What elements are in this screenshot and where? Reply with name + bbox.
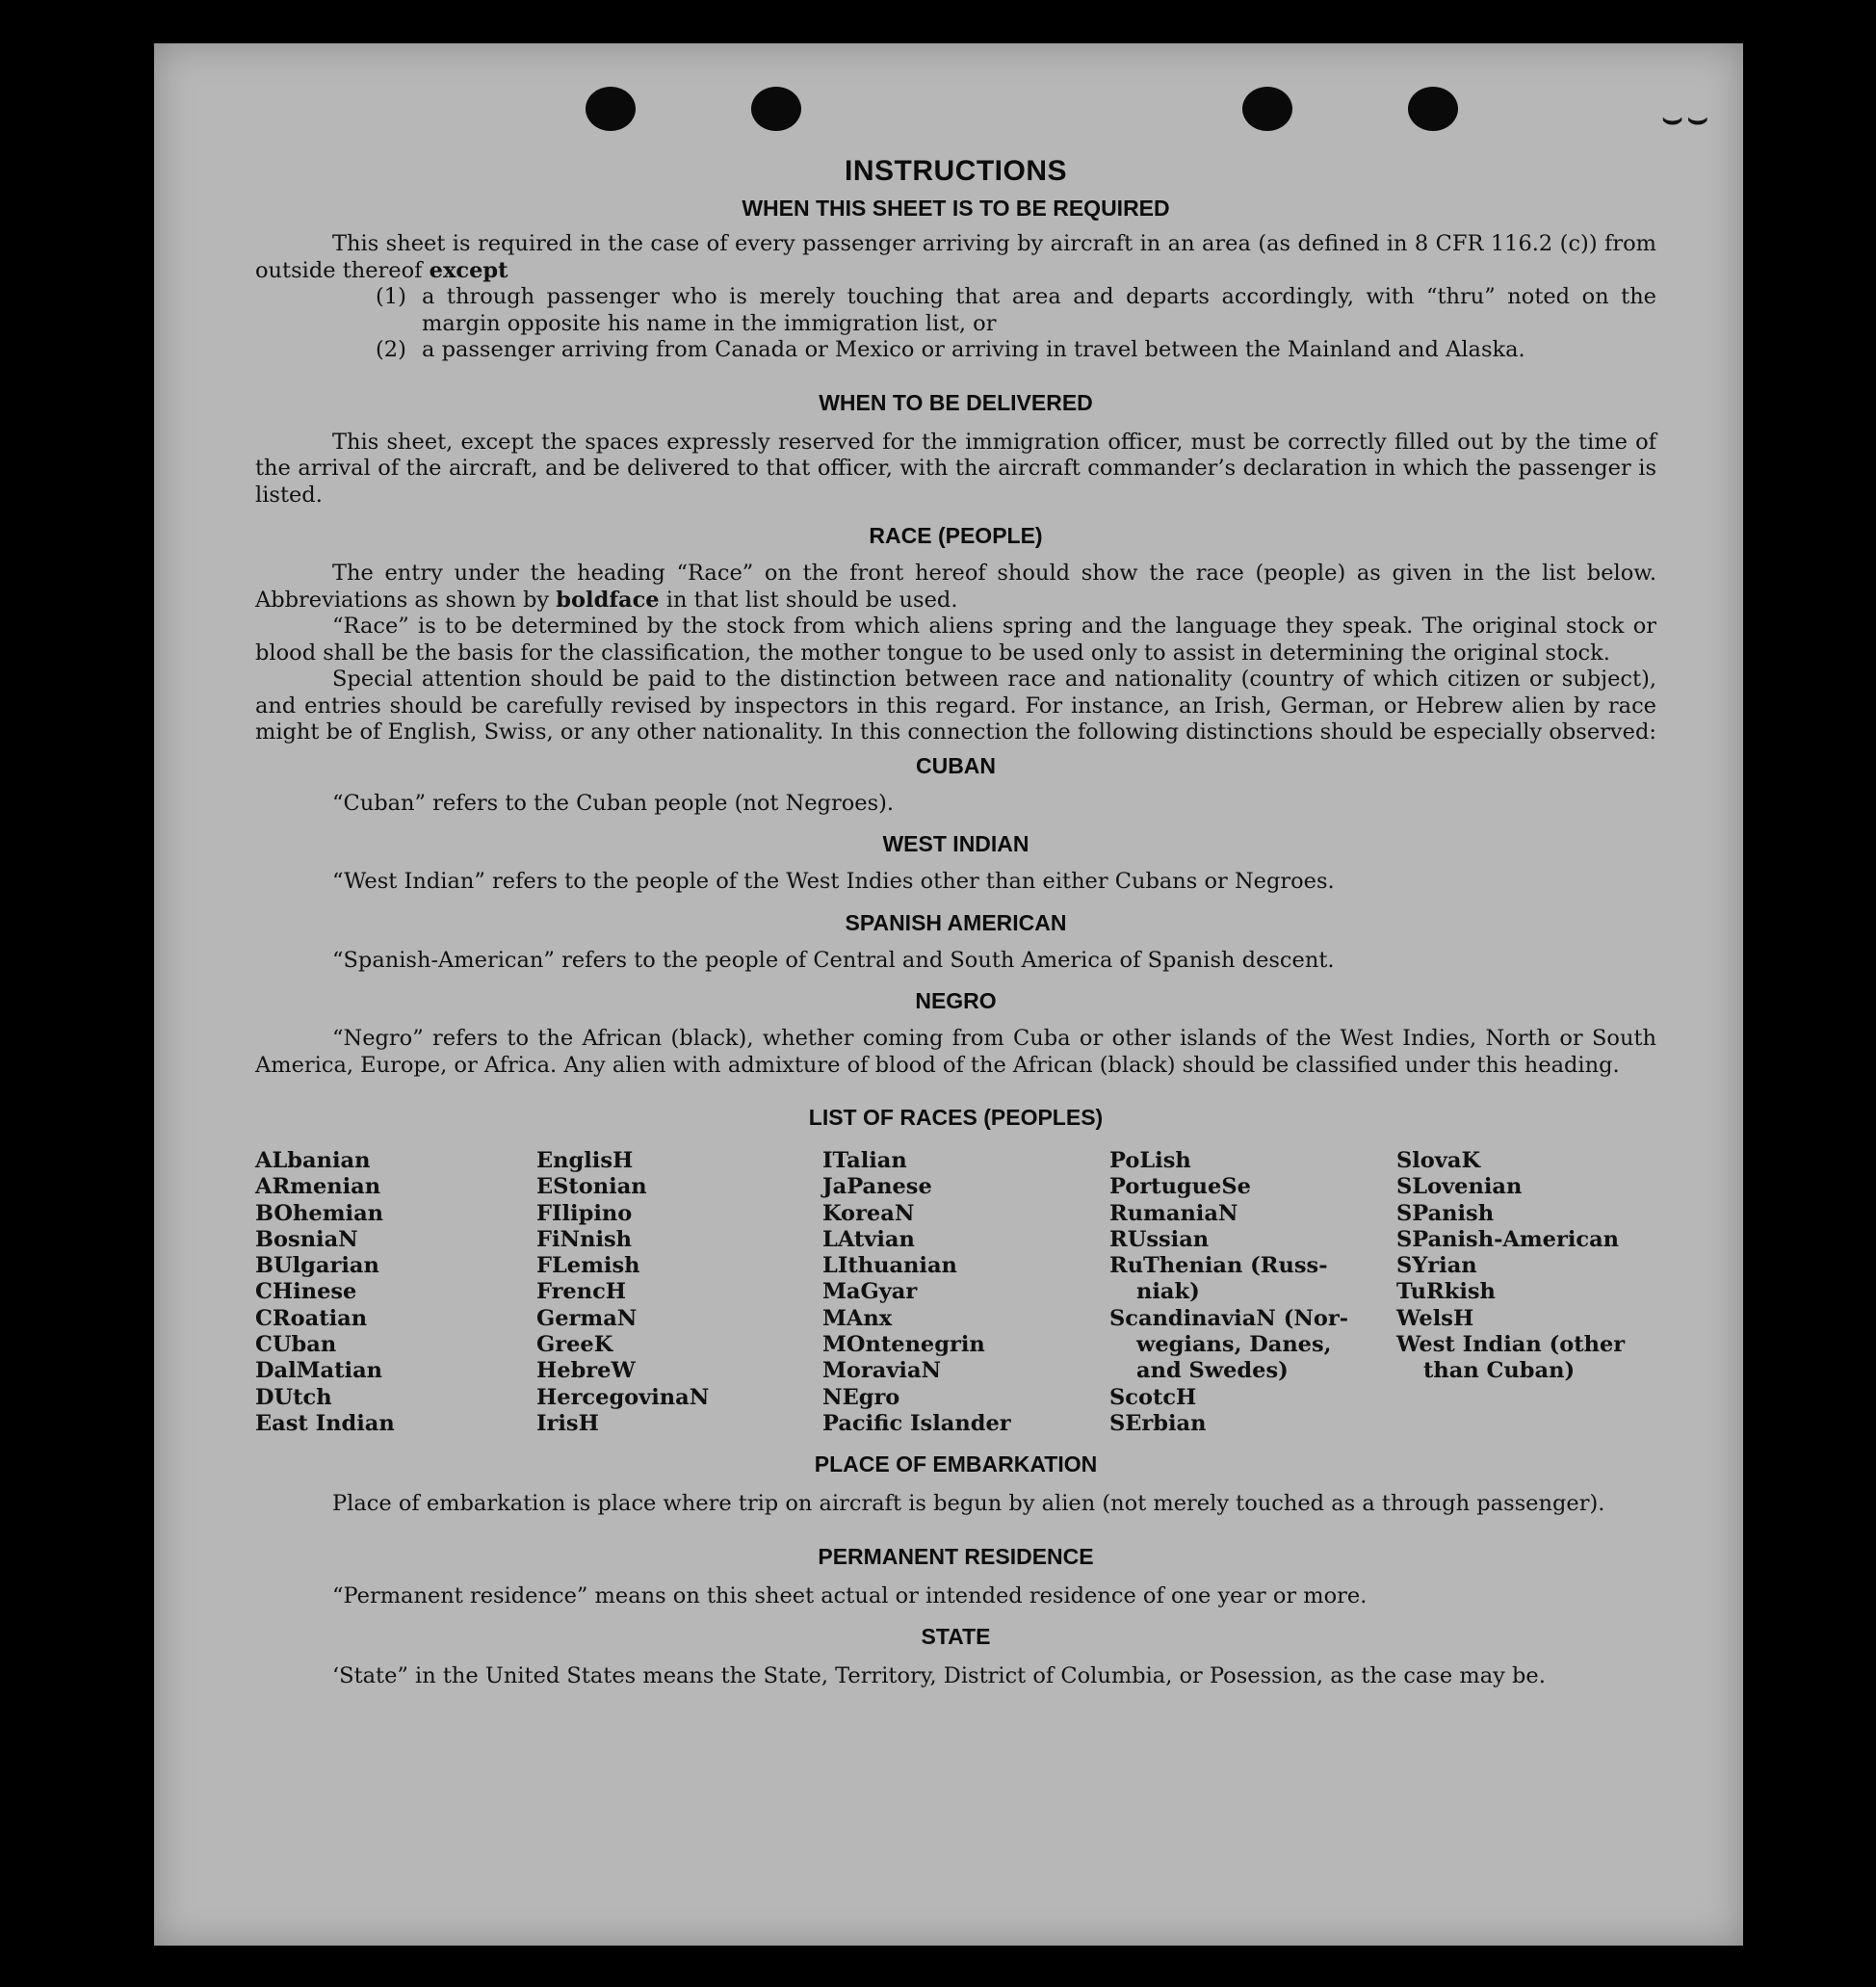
- section-heading-cuban: CUBAN: [915, 752, 997, 778]
- race-entry: WelsH: [1396, 1305, 1474, 1331]
- race-entry: West Indian (other: [1396, 1332, 1626, 1358]
- punch-hole: [1408, 87, 1458, 131]
- race-entry: ALbanian: [255, 1148, 371, 1173]
- race-entry: GreeK: [536, 1332, 613, 1358]
- race-entry: CUban: [255, 1332, 337, 1358]
- punch-hole: [751, 87, 801, 131]
- race-entry: ScandinaviaN (Nor-: [1109, 1305, 1349, 1331]
- race-entry-continuation: wegians, Danes,: [1136, 1332, 1332, 1358]
- race-entry: FLemish: [536, 1253, 640, 1279]
- races-table: [255, 1148, 1656, 1437]
- race-entry: FrencH: [536, 1279, 627, 1305]
- race-entry: MaGyar: [822, 1279, 918, 1305]
- required-paragraph: This sheet is required in the case of every passenger arriving by aircraft in an area (as defined in 8 CFR 116.2 (c)) from outside thereof except: [255, 231, 1656, 283]
- races-column-5: [1396, 1148, 1656, 1437]
- race-entry: DalMatian: [255, 1358, 383, 1384]
- race-entry: JaPanese: [822, 1174, 932, 1200]
- race-entry: Pacific Islander: [822, 1410, 1011, 1436]
- races-column-3: [822, 1148, 1109, 1437]
- race-entry-continuation: than Cuban): [1423, 1358, 1576, 1384]
- section-heading-race: RACE (PEOPLE): [869, 523, 1043, 548]
- race-entry-continuation: niak): [1136, 1279, 1200, 1305]
- race-entry: BOhemian: [255, 1200, 384, 1226]
- race-entry: SPanish: [1396, 1200, 1495, 1226]
- section-heading-negro: NEGRO: [915, 988, 997, 1013]
- race-entry: LAtvian: [822, 1226, 915, 1252]
- section-heading-embarkation: PLACE OF EMBARKATION: [814, 1451, 1098, 1477]
- race-entry: SLovenian: [1396, 1174, 1523, 1200]
- document-body: [255, 154, 1656, 1690]
- section-heading-spanish-american: SPANISH AMERICAN: [845, 909, 1067, 935]
- residence-paragraph: “Permanent residence” means on this sheet actual or intended residence of one year or more.: [332, 1582, 1368, 1608]
- race-entry: BUlgarian: [255, 1253, 379, 1279]
- cuban-paragraph: “Cuban” refers to the Cuban people (not Negroes).: [332, 790, 895, 816]
- state-paragraph: ‘State” in the United States means the State, Territory, District of Columbia, or Posession, as the case may be.: [332, 1663, 1546, 1689]
- race-entry: SYrian: [1396, 1253, 1477, 1279]
- exception-list: [376, 284, 1656, 364]
- race-entry: RumaniaN: [1109, 1200, 1238, 1226]
- races-column-4: [1109, 1148, 1396, 1437]
- section-heading-residence: PERMANENT RESIDENCE: [818, 1543, 1094, 1569]
- race-entry: MAnx: [822, 1305, 893, 1331]
- race-entry: KoreaN: [822, 1200, 915, 1226]
- race-entry: SPanish-American: [1396, 1226, 1620, 1252]
- race-entry: EStonian: [536, 1174, 647, 1200]
- west-indian-paragraph: “West Indian” refers to the people of the West Indies other than either Cubans or Negroes.: [332, 869, 1335, 894]
- race-entry: BosniaN: [255, 1226, 358, 1252]
- race-entry: RUssian: [1109, 1226, 1210, 1252]
- race-entry: TuRkish: [1396, 1279, 1496, 1305]
- race-entry: DUtch: [255, 1384, 332, 1410]
- section-heading-races-list: LIST OF RACES (PEOPLES): [808, 1105, 1104, 1130]
- race-entry: MOntenegrin: [822, 1332, 985, 1358]
- race-entry: East Indian: [255, 1410, 395, 1436]
- race-entry: GermaN: [536, 1305, 638, 1331]
- section-heading-west-indian: WEST INDIAN: [882, 831, 1029, 856]
- race-paragraph-1: The entry under the heading “Race” on the front hereof should show the race (people) as given in the list below. Abbreviations as shown by boldface in that list should be used.: [255, 561, 1656, 613]
- race-entry: CHinese: [255, 1279, 357, 1305]
- punch-hole: [586, 87, 636, 131]
- race-entry: PoLish: [1109, 1148, 1191, 1173]
- section-heading-required: WHEN THIS SHEET IS TO BE REQUIRED: [742, 196, 1170, 221]
- embarkation-paragraph: Place of embarkation is place where trip on aircraft is begun by alien (not merely touched as a through passenger).: [332, 1491, 1605, 1517]
- race-entry: ARmenian: [255, 1174, 381, 1200]
- list-item: (2) a passenger arriving from Canada or Mexico or arriving in travel between the Mainland and Alaska.: [376, 337, 1525, 362]
- races-column-2: [536, 1148, 822, 1437]
- race-entry: RuThenian (Russ-: [1109, 1253, 1328, 1279]
- punch-hole: [1242, 87, 1292, 131]
- race-entry: CRoatian: [255, 1305, 368, 1331]
- races-column-1: [255, 1148, 536, 1437]
- race-entry: MoraviaN: [822, 1358, 942, 1384]
- race-entry: PortugueSe: [1109, 1174, 1251, 1200]
- race-entry-continuation: and Swedes): [1136, 1358, 1289, 1384]
- race-paragraph-2: “Race” is to be determined by the stock from which aliens spring and the language they speak. The original stock or blood shall be the basis for the classification, the mother tongue to be used only to assist in determining the original stock.: [255, 614, 1656, 666]
- race-entry: FIlipino: [536, 1200, 633, 1226]
- delivered-paragraph: This sheet, except the spaces expressly reserved for the immigration officer, must be correctly filled out by the time of the arrival of the aircraft, and be delivered to that officer, with the aircraft commander’s declaration in which the passenger is listed.: [255, 429, 1656, 508]
- race-entry: SlovaK: [1396, 1148, 1481, 1173]
- race-entry: ScotcH: [1109, 1384, 1197, 1410]
- race-paragraph-3: Special attention should be paid to the distinction between race and nationality (country of which citizen or subject), and entries should be carefully revised by inspectors in this regard. For instance, an Irish, German, or Hebrew alien by race might be of English, Swiss, or any other nationality. In this connection the following distinctions should be especially observed:: [255, 667, 1656, 745]
- document-page: [154, 43, 1743, 1946]
- race-entry: LIthuanian: [822, 1253, 957, 1279]
- race-entry: ITalian: [822, 1148, 907, 1173]
- race-entry: EnglisH: [536, 1148, 634, 1173]
- race-entry: HercegovinaN: [536, 1384, 710, 1410]
- spanish-american-paragraph: “Spanish-American” refers to the people of Central and South America of Spanish descent.: [332, 947, 1335, 973]
- scan-mark: ⌣ ⌣: [1661, 99, 1705, 138]
- list-item: (1) a through passenger who is merely touching that area and departs accordingly, with “thru” noted on the margin opposite his name in the immigration list, or: [376, 284, 1656, 336]
- race-entry: HebreW: [536, 1358, 636, 1384]
- section-heading-delivered: WHEN TO BE DELIVERED: [819, 389, 1093, 415]
- race-entry: SErbian: [1109, 1410, 1207, 1436]
- race-entry: FiNnish: [536, 1226, 633, 1252]
- section-heading-state: STATE: [921, 1624, 991, 1650]
- page-title: INSTRUCTIONS: [845, 155, 1067, 187]
- except-keyword: except: [429, 257, 508, 283]
- race-entry: NEgro: [822, 1384, 900, 1410]
- race-entry: IrisH: [536, 1410, 599, 1436]
- negro-paragraph: “Negro” refers to the African (black), whether coming from Cuba or other islands of the West Indies, North or South America, Europe, or Africa. Any alien with admixture of blood of the African (black) should be classified under this heading.: [255, 1026, 1656, 1078]
